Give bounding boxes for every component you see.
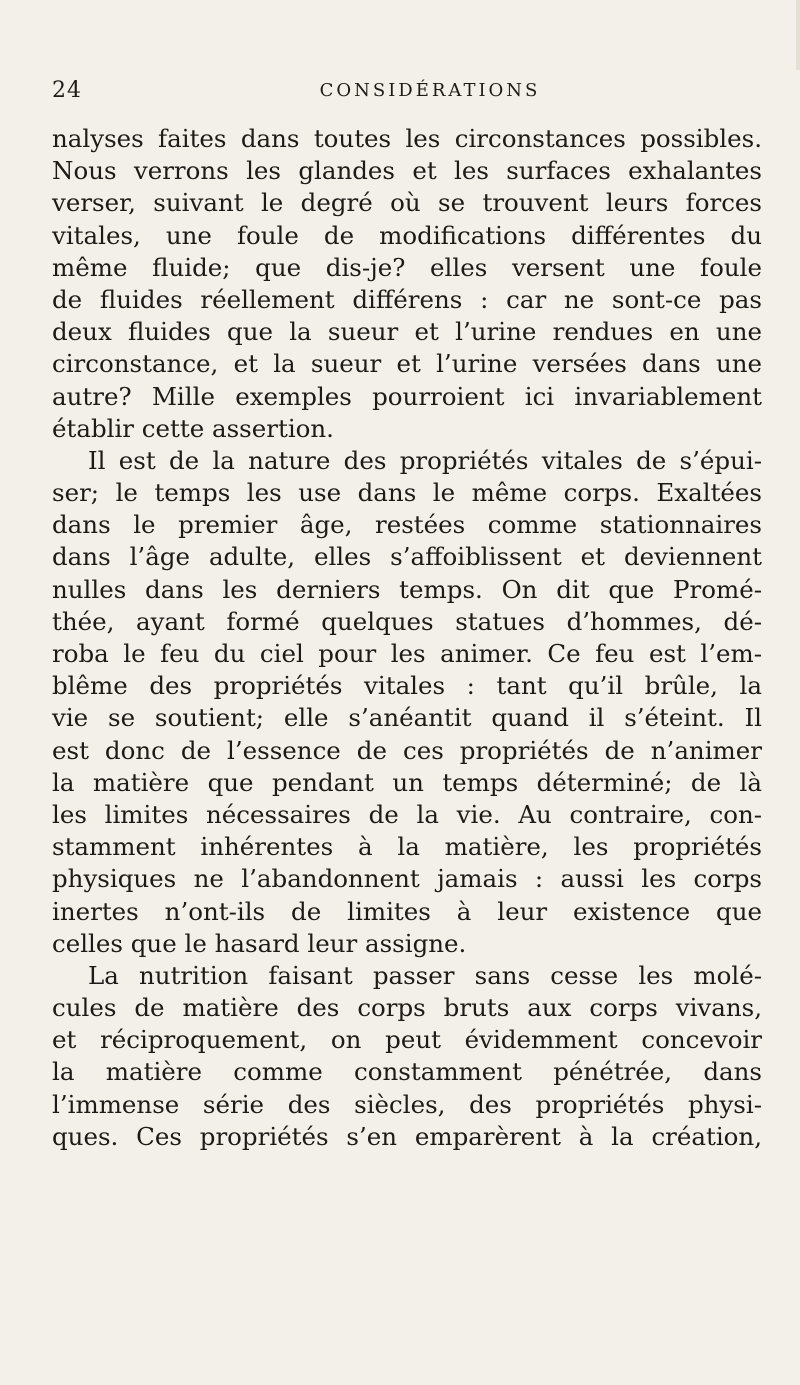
text-line: nalyses faites dans toutes les circonstances possibles.: [52, 124, 762, 153]
text-line: dans le premier âge, restées comme stationnaires: [52, 510, 762, 540]
text-line: Nous verrons les glandes et les surfaces exhalantes: [52, 156, 762, 186]
page-edge-shadow: [796, 0, 800, 70]
text-line: roba le feu du ciel pour les animer. Ce feu est l’em-: [52, 639, 762, 668]
text-line: est donc de l’essence de ces propriétés de n’animer: [52, 735, 762, 765]
text-line: autre? Mille exemples pourroient ici invariablement: [52, 381, 762, 411]
text-line: physiques ne l’abandonnent jamais : aussi les corps: [52, 864, 762, 894]
text-line: ser; le temps les use dans le même corps. Exaltées: [52, 478, 762, 508]
text-line: inertes n’ont-ils de limites à leur existence que: [52, 896, 762, 926]
text-line: blême des propriétés vitales : tant qu’il brûle, la: [52, 671, 762, 701]
text-line: ques. Ces propriétés s’en emparèrent à la création,: [52, 1121, 762, 1151]
text-line: cules de matière des corps bruts aux corps vivans,: [52, 993, 762, 1023]
text-line: la matière que pendant un temps déterminé; de là: [52, 767, 762, 797]
text-line: et réciproquement, on peut évidemment concevoir: [52, 1025, 762, 1055]
text-line: dans l’âge adulte, elles s’affoiblissent et deviennent: [52, 542, 762, 572]
page-header: [52, 78, 752, 106]
text-line: vie se soutient; elle s’anéantit quand il s’éteint. Il: [52, 703, 762, 733]
text-line: celles que le hasard leur assigne.: [52, 928, 467, 958]
text-line: vitales, une foule de modifications différentes du: [52, 220, 762, 250]
text-line: stamment inhérentes à la matière, les propriétés: [52, 832, 762, 862]
text-line: circonstance, et la sueur et l’urine versées dans une: [52, 349, 762, 379]
text-line: deux fluides que la sueur et l’urine rendues en une: [52, 317, 762, 347]
running-title: CONSIDÉRATIONS: [319, 80, 541, 101]
text-line: les limites nécessaires de la vie. Au contraire, con-: [52, 799, 762, 829]
text-line: la matière comme constamment pénétrée, dans: [52, 1057, 762, 1087]
page-number: 24: [52, 78, 82, 103]
text-line: nulles dans les derniers temps. On dit que Promé-: [52, 574, 762, 604]
text-line: Il est de la nature des propriétés vitales de s’épui-: [88, 445, 762, 475]
body-text: [52, 123, 762, 1153]
text-line: établir cette assertion.: [52, 413, 334, 443]
text-line: La nutrition faisant passer sans cesse les molé-: [88, 960, 762, 990]
text-line: de fluides réellement différens : car ne sont-ce pas: [52, 284, 762, 314]
text-line: thée, ayant formé quelques statues d’hommes, dé-: [52, 606, 762, 636]
text-line: même fluide; que dis-je? elles versent une foule: [52, 252, 762, 282]
text-line: l’immense série des siècles, des propriétés physi-: [52, 1089, 762, 1119]
text-line: verser, suivant le degré où se trouvent leurs forces: [52, 188, 762, 218]
